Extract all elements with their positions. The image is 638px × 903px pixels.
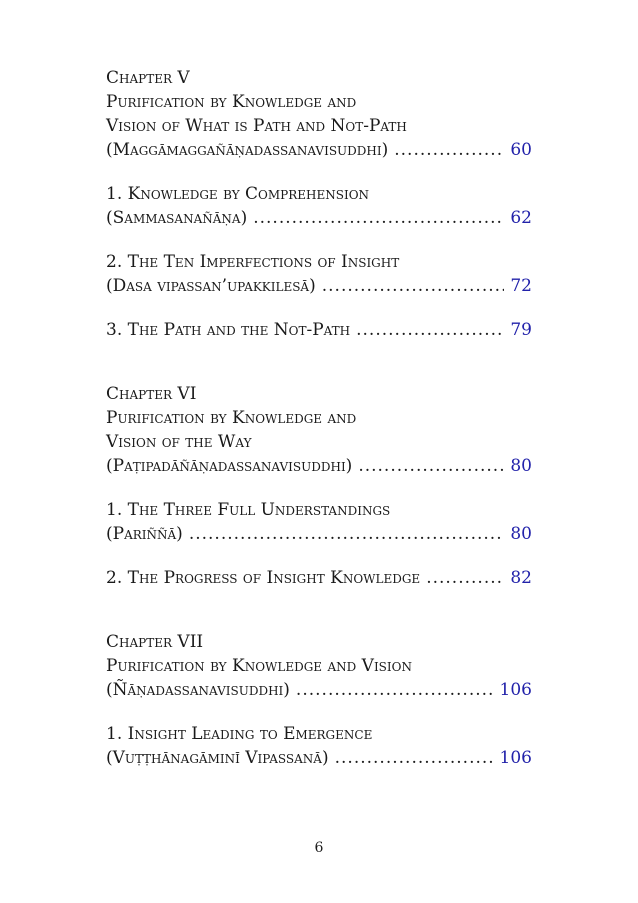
toc-entry-title: 1. Knowledge by Comprehension bbox=[106, 184, 370, 204]
page-link[interactable]: 79 bbox=[510, 320, 532, 340]
chapter-heading: Chapter VI bbox=[106, 384, 197, 404]
chapter-v bbox=[106, 66, 532, 342]
toc-entry-text: (Ñāṇadassanavisuddhi) bbox=[106, 680, 290, 700]
page-link[interactable]: 82 bbox=[510, 568, 532, 588]
toc-entry[interactable] bbox=[106, 722, 532, 770]
toc-entry-title: 1. The Three Full Understandings bbox=[106, 500, 391, 520]
toc-entry[interactable] bbox=[106, 454, 532, 478]
leader-dots bbox=[394, 138, 504, 162]
chapter-title-line: Purification by Knowledge and bbox=[106, 408, 357, 428]
toc-entry-text: (Dasa vipassan’upakkilesā) bbox=[106, 276, 316, 296]
page-link[interactable]: 106 bbox=[499, 680, 532, 700]
toc-entry[interactable] bbox=[106, 318, 532, 342]
leader-dots bbox=[189, 522, 505, 546]
page-link[interactable]: 60 bbox=[510, 140, 532, 160]
toc-entry[interactable] bbox=[106, 138, 532, 162]
toc-entry-text: (Sammasanañāṇa) bbox=[106, 208, 248, 228]
toc-entry-text: (Pariññā) bbox=[106, 524, 183, 544]
leader-dots bbox=[335, 746, 494, 770]
page-link[interactable]: 62 bbox=[510, 208, 532, 228]
leader-dots bbox=[253, 206, 504, 230]
page-link[interactable]: 106 bbox=[499, 748, 532, 768]
toc-entry[interactable] bbox=[106, 250, 532, 298]
toc-entry-text: (Maggāmaggañāṇadassanavisuddhi) bbox=[106, 140, 389, 160]
table-of-contents bbox=[106, 66, 532, 770]
chapter-vii bbox=[106, 630, 532, 770]
page-link[interactable]: 72 bbox=[510, 276, 532, 296]
chapter-heading: Chapter V bbox=[106, 68, 190, 88]
toc-entry-title: 1. Insight Leading to Emergence bbox=[106, 724, 373, 744]
chapter-title-line: Vision of the Way bbox=[106, 432, 252, 452]
chapter-vi bbox=[106, 382, 532, 590]
chapter-title-line: Purification by Knowledge and Vision bbox=[106, 656, 412, 676]
leader-dots bbox=[356, 318, 504, 342]
toc-entry-text: 3. The Path and the Not-Path bbox=[106, 320, 351, 340]
leader-dots bbox=[322, 274, 505, 298]
toc-entry-text: 2. The Progress of Insight Knowledge bbox=[106, 568, 421, 588]
leader-dots bbox=[296, 678, 494, 702]
page-number: 6 bbox=[314, 840, 324, 856]
leader-dots bbox=[358, 454, 504, 478]
toc-entry-text: (Paṭipadāñāṇadassanavisuddhi) bbox=[106, 456, 353, 476]
page-link[interactable]: 80 bbox=[510, 456, 532, 476]
toc-entry-text: (Vuṭṭhānagāminī Vipassanā) bbox=[106, 748, 329, 768]
toc-entry[interactable] bbox=[106, 498, 532, 546]
toc-entry[interactable] bbox=[106, 182, 532, 230]
chapter-title-line: Vision of What is Path and Not-Path bbox=[106, 116, 407, 136]
page-link[interactable]: 80 bbox=[510, 524, 532, 544]
leader-dots bbox=[426, 566, 504, 590]
chapter-heading: Chapter VII bbox=[106, 632, 204, 652]
toc-entry-title: 2. The Ten Imperfections of Insight bbox=[106, 252, 400, 272]
toc-entry[interactable] bbox=[106, 678, 532, 702]
toc-entry[interactable] bbox=[106, 566, 532, 590]
chapter-title-line: Purification by Knowledge and bbox=[106, 92, 357, 112]
